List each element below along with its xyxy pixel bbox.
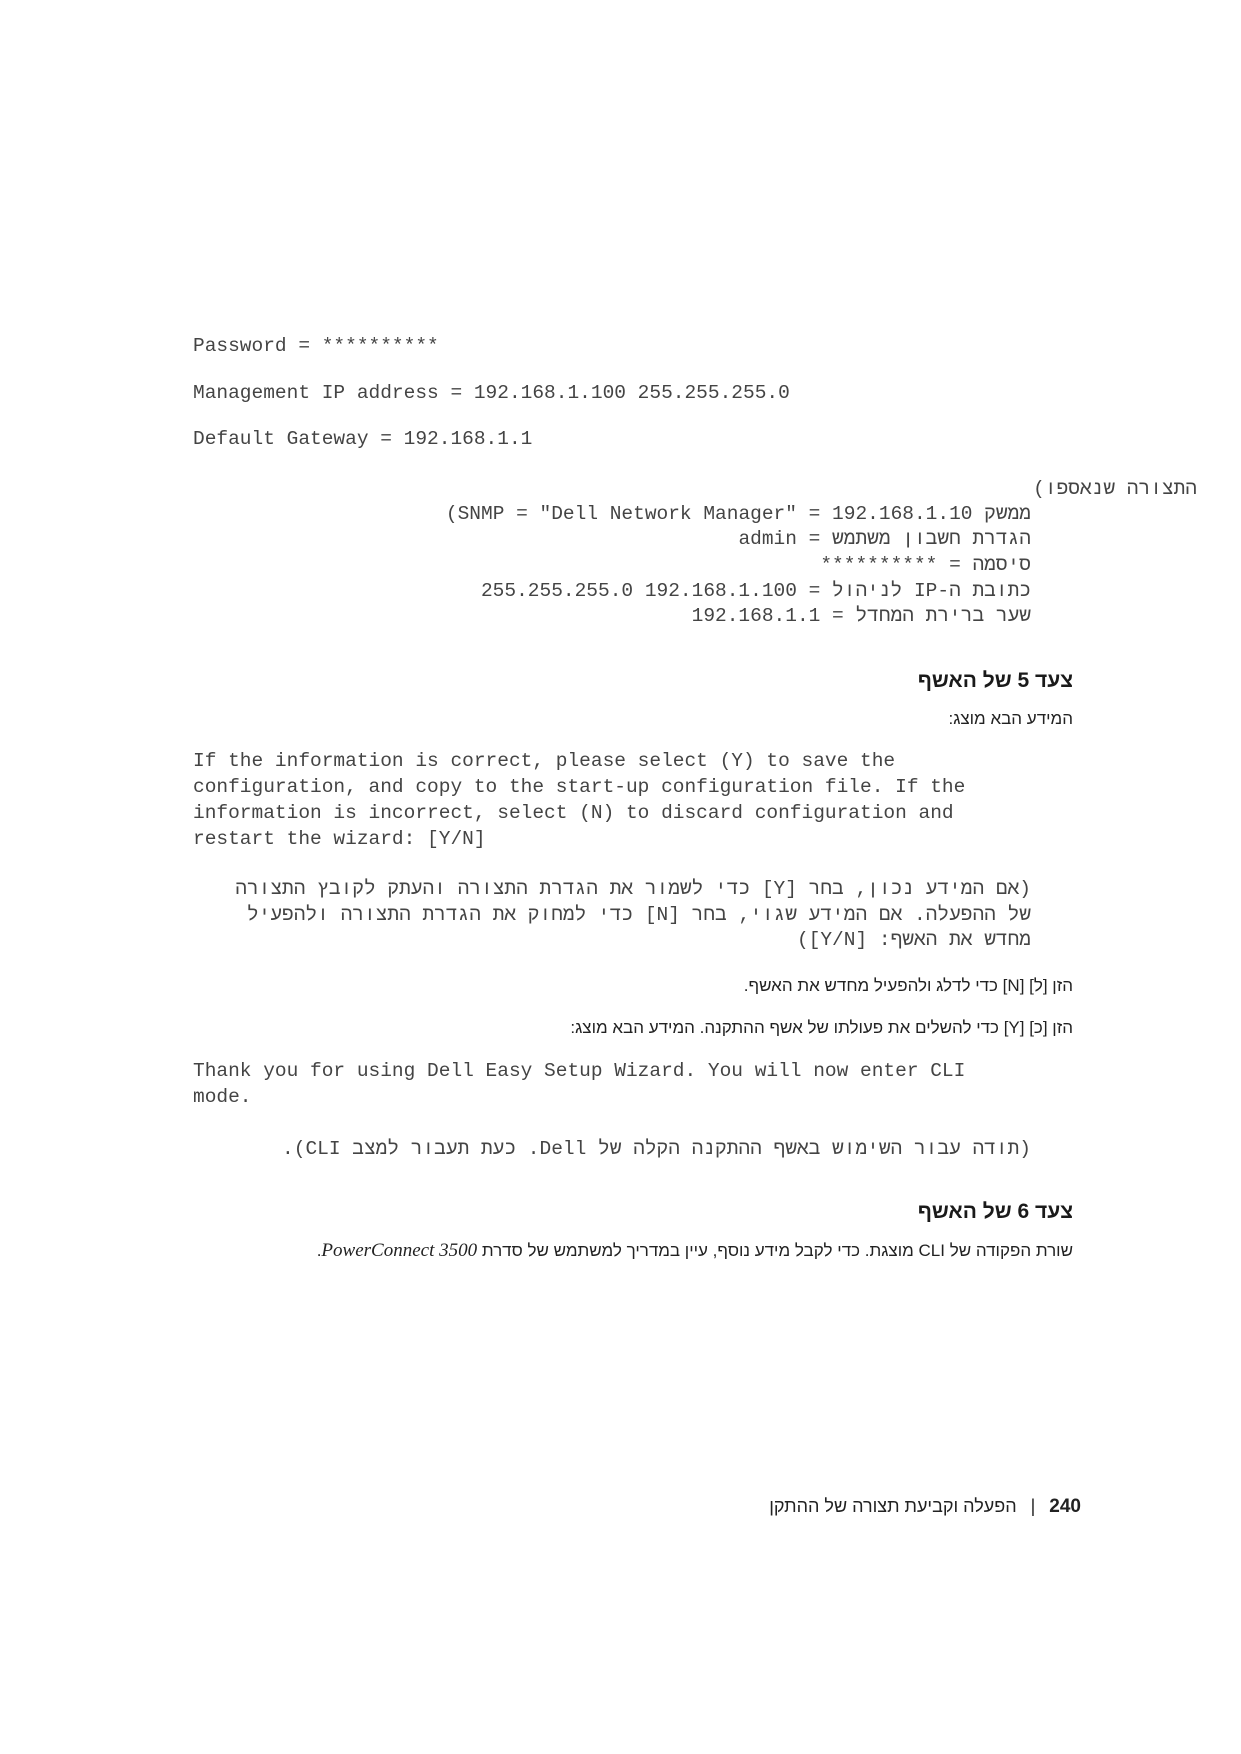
thanks-he: (תודה עבור השימוש באשף ההתקנה הקלה של Dell. כעת תעבור למצב CLI). — [282, 1138, 1031, 1160]
step5-prompt-he-line-3: מחדש את האשף: [Y/N]) — [796, 929, 1031, 951]
config-password-he: סיסמה = ********** — [820, 554, 1031, 576]
step6-product-name: PowerConnect 3500 — [321, 1240, 478, 1261]
step6-text-main: שורת הפקודה של CLI מוצגת. כדי לקבל מידע נוסף, עיין במדריך למשתמש של סדרת — [481, 1241, 1073, 1260]
step6-heading: צעד 6 של האשף — [917, 1200, 1073, 1223]
footer-separator: | — [1030, 1496, 1036, 1516]
config-snmp-he: ממשק SNMP = "Dell Network Manager" = 192.168.1.10) — [445, 503, 1031, 525]
thanks-line-2: mode. — [193, 1086, 252, 1108]
config-user-he: הגדרת חשבון משתמש = admin — [738, 528, 1031, 550]
step5-prompt-line-2: configuration, and copy to the start-up configuration file. If the — [193, 776, 966, 798]
config-password-en: Password = ********** — [193, 335, 439, 357]
step5-prompt-line-4: restart the wizard: [Y/N] — [193, 828, 486, 850]
step5-prompt-line-1: If the information is correct, please select (Y) to save the — [193, 750, 896, 772]
step6-text — [317, 1240, 1073, 1262]
config-mgmt-ip-en: Management IP address = 192.168.1.100 255.255.255.0 — [193, 382, 790, 404]
step5-prompt-he-line-2: של ההפעלה. אם המידע שגוי, בחר [N] כדי למחוק את הגדרת התצורה ולהפעיל — [246, 904, 1031, 926]
chapter-title: הפעלה וקביעת תצורה של ההתקן — [769, 1496, 1017, 1516]
page-number: 240 — [1049, 1496, 1081, 1517]
step5-instruction-yes: הזן [כ] [Y] כדי להשלים את פעולתו של אשף ההתקנה. המידע הבא מוצג: — [570, 1018, 1073, 1037]
config-intro-he: התצורה שנאספו) — [1033, 478, 1197, 500]
thanks-line-1: Thank you for using Dell Easy Setup Wizard. You will now enter CLI — [193, 1060, 966, 1082]
step5-intro: המידע הבא מוצג: — [948, 709, 1073, 728]
config-gateway-he: שער ברירת המחדל = 192.168.1.1 — [691, 605, 1031, 627]
step5-heading: צעד 5 של האשף — [917, 669, 1073, 692]
step5-instruction-no: הזן [ל] [N] כדי לדלג ולהפעיל מחדש את האשף. — [743, 976, 1073, 995]
step5-prompt-he-line-1: (אם המידע נכון, בחר [Y] כדי לשמור את הגדרת התצורה והעתק לקובץ התצורה — [235, 878, 1031, 900]
page-footer — [769, 1496, 1081, 1518]
config-mgmt-ip-he: כתובת ה-IP לניהול = 192.168.1.100 255.255.255.0 — [480, 580, 1031, 602]
step5-prompt-line-3: information is incorrect, select (N) to discard configuration and — [193, 802, 954, 824]
step6-text-end: . — [316, 1241, 322, 1260]
config-gateway-en: Default Gateway = 192.168.1.1 — [193, 428, 533, 450]
